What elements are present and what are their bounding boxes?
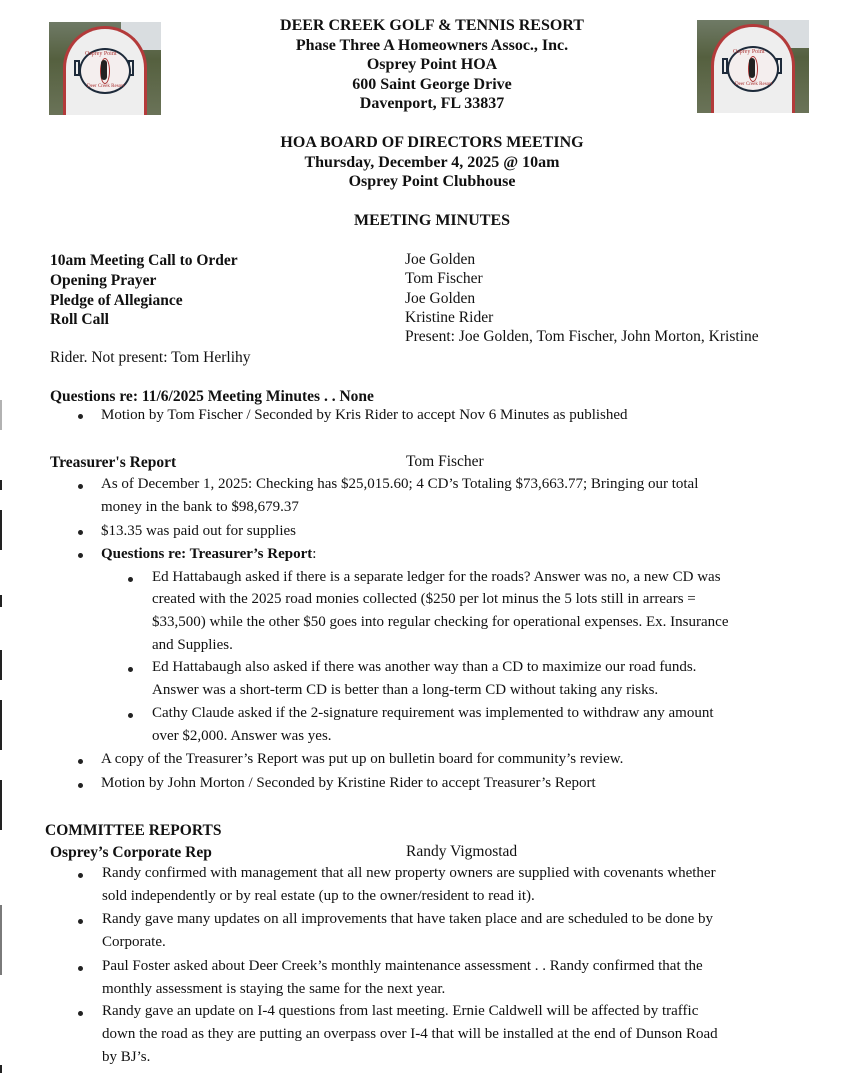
logo-text-top: Osprey Point <box>733 49 765 55</box>
committee-item-line: sold independently or by real estate (up to the owner/resident to read it). <box>102 888 535 904</box>
treasurer-heading: Treasurer's Report <box>50 454 177 471</box>
committee-item-line: Paul Foster asked about Deer Creek’s monthly maintenance assessment . . Randy confirmed that the <box>102 958 703 974</box>
agenda-person: Kristine Rider <box>405 309 494 326</box>
document-type: MEETING MINUTES <box>353 212 511 229</box>
scan-artifact <box>0 905 2 975</box>
treasurer-questions-colon: : <box>312 546 317 562</box>
question-1-line: and Supplies. <box>152 637 233 653</box>
bullet-icon <box>78 530 83 535</box>
treasurer-questions-heading <box>101 545 316 564</box>
treasurer-supplies: $13.35 was paid out for supplies <box>101 523 296 539</box>
scan-artifact <box>0 480 2 490</box>
treasurer-bulletin: A copy of the Treasurer’s Report was put up on bulletin board for community’s review. <box>101 751 624 767</box>
sub-bullet-icon <box>128 713 133 718</box>
agenda-person: Tom Fischer <box>405 270 483 287</box>
bullet-icon <box>78 873 83 878</box>
question-2-line: Answer was a short-term CD is better than a long-term CD without taking any risks. <box>152 682 659 698</box>
bullet-icon <box>78 414 83 419</box>
committee-item-line: Corporate. <box>102 934 166 950</box>
agenda-item: 10am Meeting Call to Order <box>50 252 238 269</box>
question-2-line: Ed Hattabaugh also asked if there was another way than a CD to maximize our road funds. <box>152 659 697 675</box>
committee-item-line: down the road as they are putting an overpass over I-4 that will be installed at the end of Dunson Road <box>102 1026 718 1042</box>
bullet-icon <box>78 783 83 788</box>
meeting-title: HOA BOARD OF DIRECTORS MEETING <box>280 134 584 151</box>
bullet-icon <box>78 553 83 558</box>
scan-artifact <box>0 650 2 680</box>
logo-text-bottom: Deer Creek Resort <box>735 82 773 87</box>
treasurer-motion: Motion by John Morton / Seconded by Kristine Rider to accept Treasurer’s Report <box>101 775 596 791</box>
committee-heading: COMMITTEE REPORTS <box>45 822 222 839</box>
agenda-person: Joe Golden <box>405 251 476 268</box>
treasurer-balance-line1: As of December 1, 2025: Checking has $25,015.60; 4 CD’s Totaling $73,663.77; Bringing our total <box>101 476 699 492</box>
agenda-item: Opening Prayer <box>50 272 157 289</box>
bullet-icon <box>78 484 83 489</box>
treasurer-balance-line2: money in the bank to $98,679.37 <box>101 499 299 515</box>
scan-artifact <box>0 510 2 550</box>
bullet-icon <box>78 919 83 924</box>
org-name: DEER CREEK GOLF & TENNIS RESORT <box>280 17 584 34</box>
roll-call-present: Present: Joe Golden, Tom Fischer, John Morton, Kristine <box>405 328 759 345</box>
committee-item-line: by BJ’s. <box>102 1049 151 1065</box>
scan-artifact <box>0 700 2 750</box>
committee-item-line: Randy confirmed with management that all new property owners are supplied with covenants whether <box>102 865 716 881</box>
prior-minutes-motion: Motion by Tom Fischer / Seconded by Kris Rider to accept Nov 6 Minutes as published <box>101 407 628 423</box>
bullet-icon <box>78 759 83 764</box>
question-1-line: created with the 2025 road monies collected ($250 per lot minus the 5 lots still in arrears = <box>152 591 696 607</box>
scan-artifact <box>0 1065 2 1073</box>
question-3-line: Cathy Claude asked if the 2-signature requirement was implemented to withdraw any amount <box>152 705 714 721</box>
corporate-rep-presenter: Randy Vigmostad <box>406 843 518 860</box>
meeting-location: Osprey Point Clubhouse <box>348 173 516 190</box>
bullet-icon <box>78 966 83 971</box>
treasurer-questions-label: Questions re: Treasurer’s Report <box>101 546 313 562</box>
scan-artifact <box>0 595 2 607</box>
assoc-name: Phase Three A Homeowners Assoc., Inc. <box>295 37 569 54</box>
hoa-name: Osprey Point HOA <box>366 56 498 73</box>
committee-item-line: Randy gave an update on I-4 questions from last meeting. Ernie Caldwell will be affected by traffic <box>102 1003 699 1019</box>
bullet-icon <box>78 1011 83 1016</box>
prior-minutes-heading: Questions re: 11/6/2025 Meeting Minutes . . None <box>50 388 374 405</box>
agenda-item: Pledge of Allegiance <box>50 292 183 309</box>
scan-artifact <box>0 780 2 830</box>
street-address: 600 Saint George Drive <box>352 76 512 93</box>
roll-call-absent: Rider. Not present: Tom Herlihy <box>50 349 251 366</box>
committee-item-line: Randy gave many updates on all improvements that have taken place and are scheduled to be done by <box>102 911 714 927</box>
city-address: Davenport, FL 33837 <box>359 95 505 112</box>
logo-text-bottom: Deer Creek Resort <box>87 84 125 89</box>
question-1-line: $33,500) while the other $50 goes into regular checking for operational expenses. Ex. Insurance <box>152 614 729 630</box>
logo-text-top: Osprey Point <box>85 51 117 57</box>
agenda-item: Roll Call <box>50 311 109 328</box>
question-1-line: Ed Hattabaugh asked if there is a separate ledger for the roads? Answer was no, a new CD was <box>152 569 721 585</box>
scan-artifact <box>0 400 2 430</box>
corporate-rep-heading: Osprey’s Corporate Rep <box>50 844 212 861</box>
sub-bullet-icon <box>128 667 133 672</box>
agenda-person: Joe Golden <box>405 290 476 307</box>
question-3-line: over $2,000. Answer was yes. <box>152 728 332 744</box>
treasurer-presenter: Tom Fischer <box>406 453 484 470</box>
sub-bullet-icon <box>128 577 133 582</box>
committee-item-line: monthly assessment is staying the same for the next year. <box>102 981 446 997</box>
meeting-date: Thursday, December 4, 2025 @ 10am <box>304 154 560 171</box>
